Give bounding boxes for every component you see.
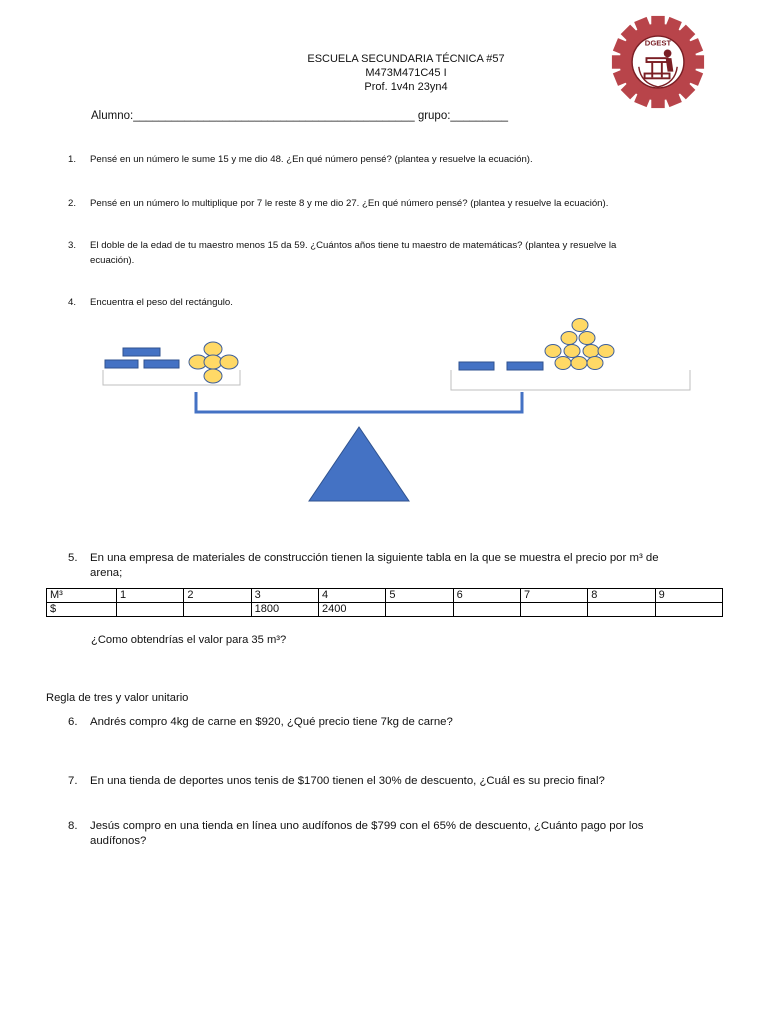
weight-circle [561,332,577,345]
alumno-label: Alumno: [91,110,134,122]
question-text: Pensé en un número lo multiplique por 7 le reste 8 y me dio 27. ¿En qué número pensé? (plantea y resuelve la ecuación). [90,198,609,209]
table-cell[interactable] [520,603,587,617]
weight-rectangle [144,360,179,368]
question-text: Jesús compro en una tienda en línea uno audífonos de $799 con el 65% de descuento, ¿Cuánto pago por los [90,820,644,832]
weight-rectangle [507,362,543,370]
price-table [46,588,723,617]
fulcrum-triangle [309,427,409,501]
table-cell: 1 [117,589,184,603]
school-name: ESCUELA SECUNDARIA TÉCNICA #57 [307,53,505,65]
question-3-continuation: ecuación). [90,255,135,266]
school-gear-logo-icon [610,14,706,110]
table-cell[interactable] [588,603,655,617]
right-pan-bracket [451,370,690,390]
weight-circle [571,357,587,370]
weight-circle [572,319,588,332]
weight-circle [555,357,571,370]
alumno-blank[interactable]: ____________________________________________ [133,110,415,122]
question-text: Pensé en un número le sume 15 y me dio 48. ¿En qué número pensé? (plantea y resuelve la ecuación). [90,154,533,165]
weight-circle [583,345,599,358]
weight-circle [220,355,238,369]
question-5-followup: ¿Como obtendrías el valor para 35 m³? [91,634,287,646]
grupo-label: grupo: [417,110,451,122]
teacher-name: Prof. 1v4n 23yn4 [364,81,448,93]
question-number: 3. [68,240,77,251]
question-number: 2. [68,198,77,209]
table-cell: 2400 [318,603,385,617]
question-number: 5. [68,552,78,564]
question-text: El doble de la edad de tu maestro menos 15 da 59. ¿Cuántos años tiene tu maestro de matemáticas? (plantea y resuelve la [90,240,617,251]
weight-circle [564,345,580,358]
question-number: 1. [68,154,77,165]
table-cell: 8 [588,589,655,603]
weight-circle [204,355,222,369]
question-text: Andrés compro 4kg de carne en $920, ¿Qué precio tiene 7kg de carne? [90,716,453,728]
table-cell: 6 [453,589,520,603]
table-row [47,589,723,603]
table-cell[interactable] [386,603,453,617]
table-cell[interactable] [117,603,184,617]
table-cell: 1800 [251,603,318,617]
table-cell[interactable] [184,603,251,617]
table-cell[interactable] [655,603,722,617]
weight-circle [598,345,614,358]
question-number: 8. [68,820,78,832]
question-text: Encuentra el peso del rectángulo. [90,297,233,308]
grupo-blank[interactable]: _________ [450,110,508,122]
question-number: 6. [68,716,78,728]
table-row [47,603,723,617]
logo-text: DGEST [644,38,672,48]
section-title: Regla de tres y valor unitario [46,692,189,704]
question-text: En una empresa de materiales de construcción tienen la siguiente tabla en la que se muestra el precio por m³ de [90,552,659,564]
balance-beam [196,392,522,412]
weight-circle [587,357,603,370]
table-cell: 5 [386,589,453,603]
table-cell: 9 [655,589,722,603]
subject-code: M473M471C45 I [365,67,447,79]
table-cell[interactable] [453,603,520,617]
weight-rectangle [123,348,160,356]
question-5-continuation: arena; [90,567,123,579]
table-cell: 4 [318,589,385,603]
question-number: 4. [68,297,77,308]
table-cell: M³ [47,589,117,603]
weight-circle [545,345,561,358]
question-text: En una tienda de deportes unos tenis de $1700 tienen el 30% de descuento, ¿Cuál es su precio final? [90,775,605,787]
weight-circle [204,342,222,356]
weight-circle [579,332,595,345]
table-cell: 3 [251,589,318,603]
weight-rectangle [459,362,494,370]
question-8-continuation: audífonos? [90,835,147,847]
weight-circle [204,369,222,383]
table-cell: 2 [184,589,251,603]
weight-rectangle [105,360,138,368]
table-cell: 7 [520,589,587,603]
question-number: 7. [68,775,78,787]
table-cell: $ [47,603,117,617]
balance-scale-diagram [95,315,705,510]
student-name-line[interactable] [91,110,508,122]
